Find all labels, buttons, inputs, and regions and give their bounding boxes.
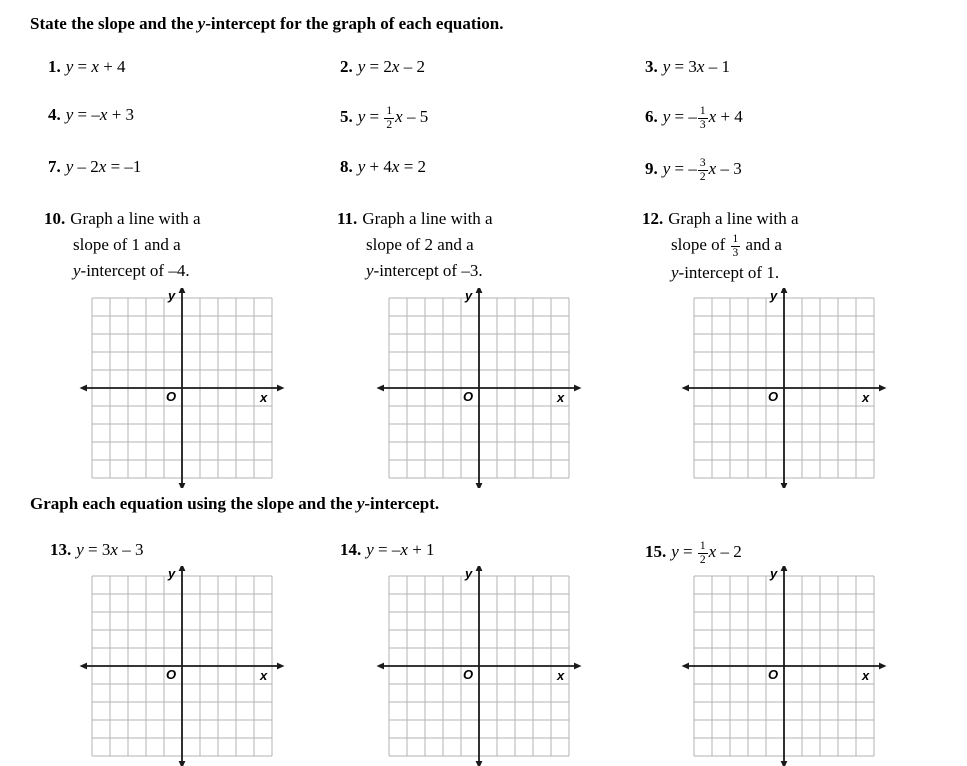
grid-lines <box>375 288 583 488</box>
math-variable: x <box>391 157 400 176</box>
origin-label: O <box>768 667 779 682</box>
math-variable: y <box>197 14 206 33</box>
math-variable: y <box>356 494 365 513</box>
fraction-denominator: 2 <box>386 119 393 132</box>
grid-lines <box>375 566 583 766</box>
text-run: -intercept of –4. <box>80 261 190 280</box>
math-variable: y <box>366 540 374 559</box>
y-axis-label: y <box>770 288 778 303</box>
text-run: = – <box>73 105 100 124</box>
grid-lines <box>78 288 286 488</box>
problem-10-line-3 <box>73 258 201 284</box>
math-variable: x <box>708 107 717 127</box>
text-run: -intercept of 1. <box>678 262 780 282</box>
problem-14-number: 14. <box>340 540 362 559</box>
problem-12-line-1 <box>642 206 799 232</box>
y-axis-label: y <box>168 288 176 303</box>
text-run: = <box>365 107 384 127</box>
problem-11-line-2 <box>366 232 493 258</box>
x-axis-label: x <box>862 668 870 683</box>
text-run: – 2 <box>399 57 425 76</box>
problem-11 <box>337 206 493 284</box>
math-variable: y <box>671 542 679 562</box>
origin-label: O <box>166 389 177 404</box>
problem-13-equation <box>76 540 143 559</box>
y-axis-label: y <box>770 566 778 581</box>
math-variable: y <box>662 159 671 179</box>
text-run: + 4 <box>98 57 126 76</box>
section-1-title <box>30 14 503 34</box>
text-run: = 2 <box>365 57 392 76</box>
text-run: slope of 2 and a <box>366 235 474 254</box>
text-run: -intercept. <box>364 494 440 513</box>
problem-14 <box>340 540 435 560</box>
problem-5-equation <box>357 105 429 132</box>
origin-label: O <box>166 667 177 682</box>
problem-10-text <box>70 209 200 228</box>
problem-7 <box>48 157 141 177</box>
fraction-numerator: 1 <box>698 105 708 119</box>
problem-1-number: 1. <box>48 57 61 76</box>
origin-label: O <box>463 667 474 682</box>
math-variable: x <box>91 57 99 76</box>
y-axis-label: y <box>465 288 473 303</box>
math-variable: x <box>391 57 400 76</box>
problem-10-number: 10. <box>44 209 66 228</box>
fraction <box>698 105 708 132</box>
math-variable: y <box>662 57 671 76</box>
coordinate-grid-12 <box>680 288 888 488</box>
text-run: slope of 1 and a <box>73 235 181 254</box>
math-variable: y <box>76 540 84 559</box>
fraction <box>698 540 708 567</box>
problem-10-line-1 <box>44 206 201 232</box>
math-variable: x <box>110 540 118 559</box>
problem-2-equation <box>358 57 425 76</box>
text-run: Graph a line with a <box>362 209 493 228</box>
text-run: State the slope and the <box>30 14 198 33</box>
text-run: slope of <box>671 235 730 254</box>
coordinate-grid-13 <box>78 566 286 766</box>
problem-4-equation <box>66 105 134 124</box>
x-axis-label: x <box>557 668 565 683</box>
problem-2-number: 2. <box>340 57 353 76</box>
problem-3-number: 3. <box>645 57 658 76</box>
x-axis-label: x <box>862 390 870 405</box>
math-variable: y <box>357 157 366 176</box>
origin-label: O <box>768 389 779 404</box>
text-run: – 5 <box>402 107 429 127</box>
grid-lines <box>680 288 888 488</box>
math-variable: y <box>671 262 679 282</box>
text-run: Graph each equation using the slope and the <box>30 494 357 513</box>
math-variable: x <box>99 105 108 124</box>
problem-3 <box>645 57 730 77</box>
text-run: = 2 <box>399 157 427 176</box>
fraction-denominator: 3 <box>732 246 739 259</box>
problem-8-number: 8. <box>340 157 353 176</box>
problem-14-equation <box>366 540 434 559</box>
text-run: – 3 <box>117 540 144 559</box>
text-run: Graph a line with a <box>70 209 201 228</box>
problem-10 <box>44 206 201 284</box>
section-2-title <box>30 494 439 514</box>
problem-13 <box>50 540 143 560</box>
text-run: = – <box>670 107 697 127</box>
text-run: – 2 <box>716 542 742 562</box>
fraction-numerator: 3 <box>698 157 708 171</box>
problem-2 <box>340 57 425 77</box>
math-variable: y <box>65 105 74 124</box>
text-run: = 3 <box>83 540 111 559</box>
problem-12-line-2 <box>671 232 799 260</box>
problem-10-line-2 <box>73 232 201 258</box>
problem-9-number: 9. <box>645 159 658 179</box>
problem-8 <box>340 157 426 177</box>
problem-11-number: 11. <box>337 209 358 228</box>
problem-12-line-3 <box>671 260 799 286</box>
math-variable: x <box>696 57 705 76</box>
text-run: + 1 <box>407 540 435 559</box>
coordinate-grid-14 <box>375 566 583 766</box>
problem-12 <box>642 206 799 286</box>
problem-11-line-1 <box>337 206 493 232</box>
fraction <box>384 105 394 132</box>
problem-1-equation <box>66 57 126 76</box>
problem-3-equation <box>663 57 730 76</box>
problem-7-equation <box>66 157 142 176</box>
x-axis-label: x <box>260 668 268 683</box>
problem-1 <box>48 57 126 77</box>
problem-6-equation <box>662 105 743 132</box>
problem-15-number: 15. <box>645 542 667 562</box>
math-variable: y <box>662 107 671 127</box>
fraction-numerator: 1 <box>731 233 741 247</box>
math-variable: x <box>400 540 408 559</box>
text-run: + 3 <box>107 105 135 124</box>
text-run: = <box>678 542 697 562</box>
text-run: – 3 <box>716 159 742 179</box>
fraction-numerator: 1 <box>384 105 394 119</box>
problem-9 <box>645 157 742 184</box>
text-run: = – <box>373 540 401 559</box>
x-axis-label: x <box>557 390 565 405</box>
math-variable: y <box>357 107 366 127</box>
problem-13-number: 13. <box>50 540 72 559</box>
math-variable: y <box>65 157 74 176</box>
text-run: and a <box>741 235 782 254</box>
grid-lines <box>680 566 888 766</box>
problem-12-text <box>668 209 798 228</box>
math-variable: x <box>98 157 107 176</box>
origin-label: O <box>463 389 474 404</box>
problem-6-number: 6. <box>645 107 658 127</box>
problem-9-equation <box>662 157 742 184</box>
text-run: – 2 <box>73 157 99 176</box>
math-variable: x <box>708 159 717 179</box>
text-run: Graph a line with a <box>668 209 799 228</box>
text-run: – 1 <box>704 57 730 76</box>
fraction-denominator: 2 <box>699 554 706 567</box>
text-run: = 3 <box>670 57 697 76</box>
coordinate-grid-15 <box>680 566 888 766</box>
y-axis-label: y <box>465 566 473 581</box>
coordinate-grid-11 <box>375 288 583 488</box>
problem-11-line-3 <box>366 258 493 284</box>
math-variable: y <box>357 57 366 76</box>
coordinate-grid-10 <box>78 288 286 488</box>
problem-8-equation <box>358 157 426 176</box>
text-run: + 4 <box>716 107 743 127</box>
x-axis-label: x <box>260 390 268 405</box>
math-variable: x <box>395 107 403 127</box>
grid-lines <box>78 566 286 766</box>
problem-15 <box>645 540 742 567</box>
text-run: -intercept of –3. <box>373 261 483 280</box>
fraction-numerator: 1 <box>698 540 708 554</box>
math-variable: y <box>73 261 81 280</box>
problem-6 <box>645 105 743 132</box>
text-run: -intercept for the graph of each equation. <box>205 14 504 33</box>
y-axis-label: y <box>168 566 176 581</box>
problem-4 <box>48 105 134 125</box>
math-variable: y <box>65 57 74 76</box>
text-run: = –1 <box>106 157 142 176</box>
fraction-denominator: 3 <box>699 119 706 132</box>
text-run: + 4 <box>365 157 392 176</box>
problem-4-number: 4. <box>48 105 61 124</box>
problem-15-equation <box>671 540 742 567</box>
text-run: = <box>73 57 92 76</box>
fraction <box>698 157 708 184</box>
text-run: = – <box>670 159 697 179</box>
fraction-denominator: 2 <box>699 171 706 184</box>
fraction <box>731 233 741 260</box>
problem-11-text <box>362 209 492 228</box>
math-variable: y <box>366 261 374 280</box>
problem-12-number: 12. <box>642 209 664 228</box>
problem-5 <box>340 105 428 132</box>
problem-7-number: 7. <box>48 157 61 176</box>
problem-5-number: 5. <box>340 107 353 127</box>
math-variable: x <box>708 542 717 562</box>
